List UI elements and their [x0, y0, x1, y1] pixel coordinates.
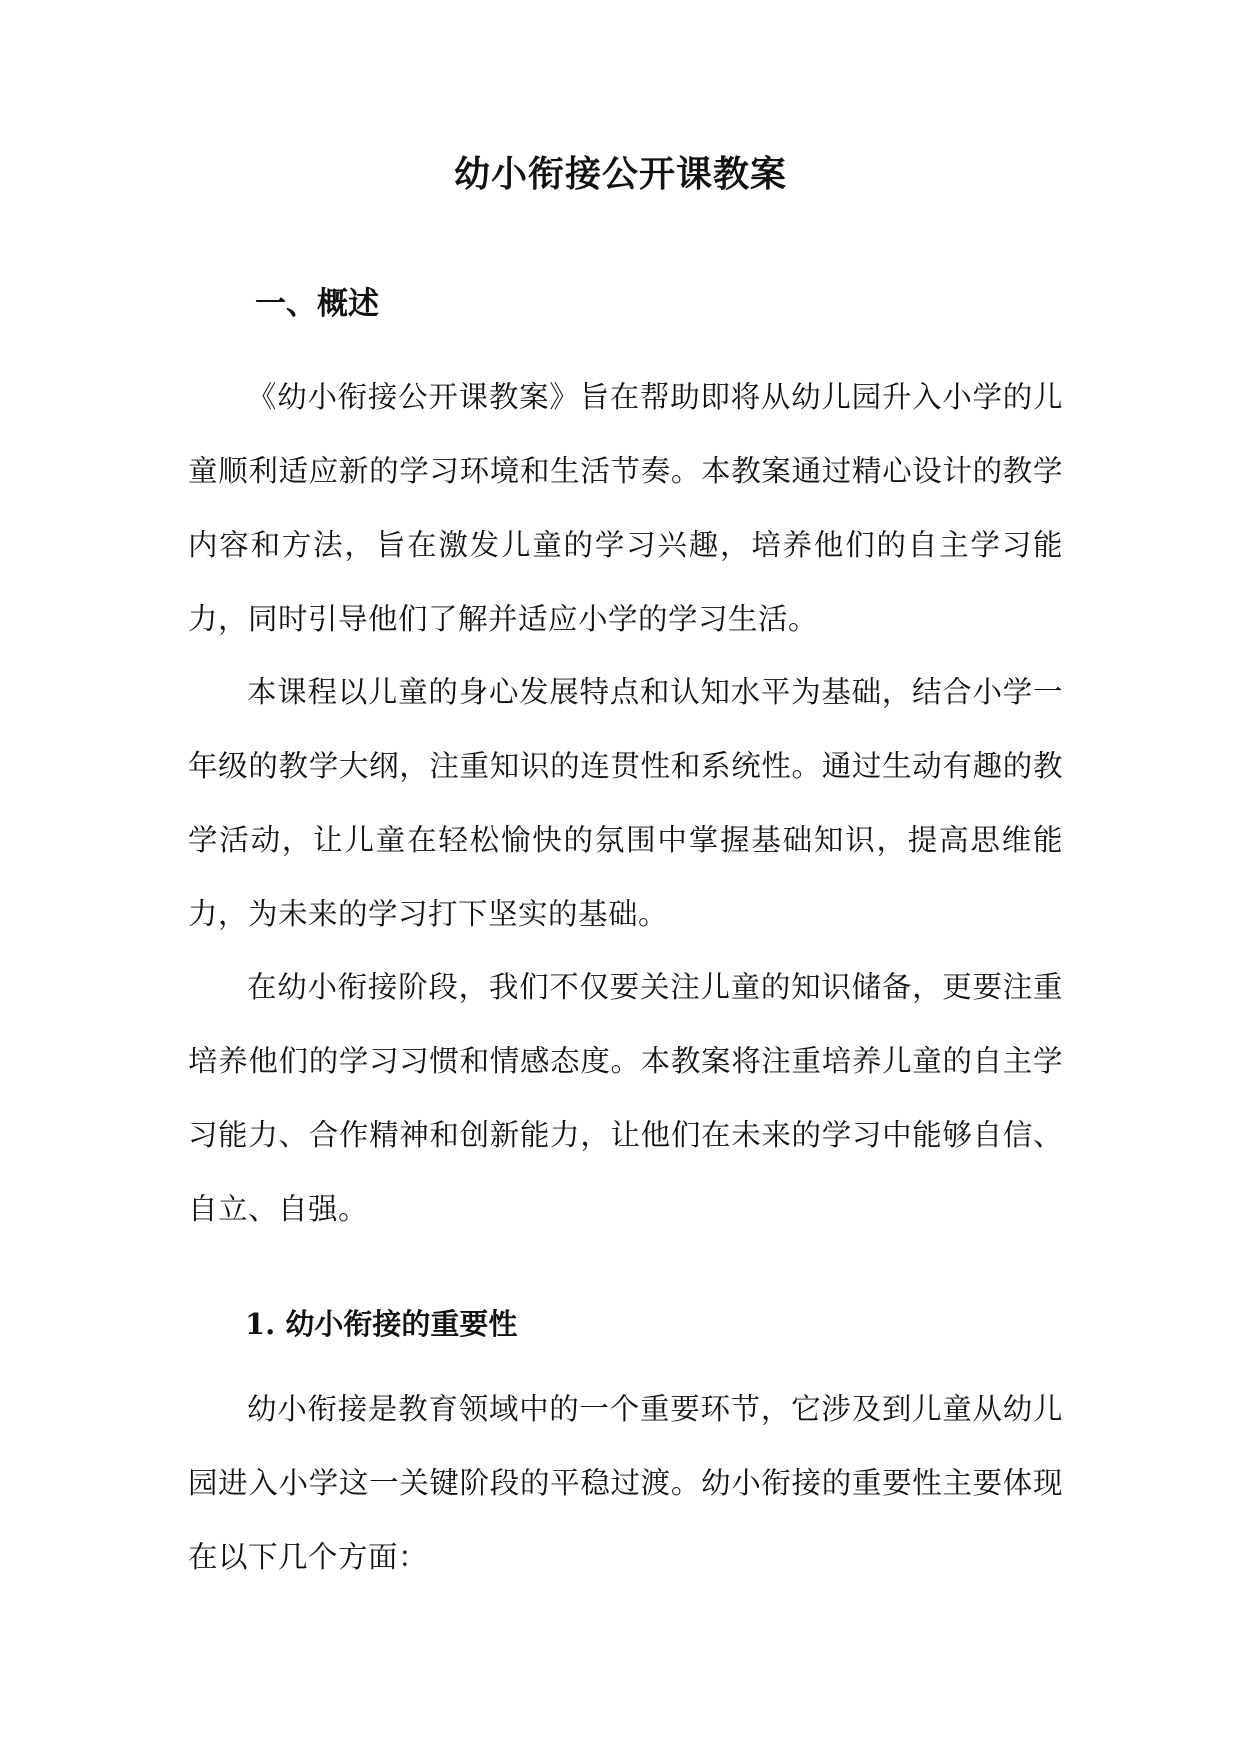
- section-heading-overview: 一、概述: [255, 286, 379, 322]
- paragraph-importance-1: 幼小衔接是教育领域中的一个重要环节，它涉及到儿童从幼儿园进入小学这一关键阶段的平稳过渡。幼小衔接的重要性主要体现在以下几个方面：: [188, 1392, 1063, 1574]
- paragraph-overview-3: 在幼小衔接阶段，我们不仅要关注儿童的知识储备，更要注重培养他们的学习习惯和情感态度。本教案将注重培养儿童的自主学习能力、合作精神和创新能力，让他们在未来的学习中能够自信、自立、自强。: [188, 970, 1063, 1226]
- paragraph-overview-1: 《幼小衔接公开课教案》旨在帮助即将从幼儿园升入小学的儿童顺利适应新的学习环境和生活节奏。本教案通过精心设计的教学内容和方法，旨在激发儿童的学习兴趣，培养他们的自主学习能力，同时引导他们了解并适应小学的学习生活。: [188, 380, 1063, 636]
- subsection-heading-importance: 1. 幼小衔接的重要性: [245, 1307, 518, 1341]
- paragraph-overview-2: 本课程以儿童的身心发展特点和认知水平为基础，结合小学一年级的教学大纲，注重知识的连贯性和系统性。通过生动有趣的教学活动，让儿童在轻松愉快的氛围中掌握基础知识，提高思维能力，为未来的学习打下坚实的基础。: [188, 675, 1063, 931]
- document-title: 幼小衔接公开课教案: [453, 153, 787, 195]
